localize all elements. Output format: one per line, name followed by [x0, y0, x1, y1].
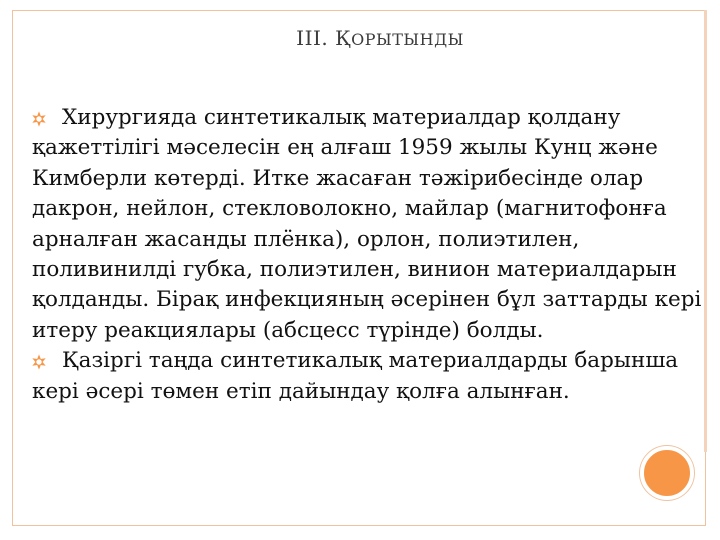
title-rest: ОРЫТЫНДЫ — [351, 30, 464, 49]
decorative-orange-circle — [640, 446, 694, 500]
right-accent-bar — [704, 10, 707, 452]
slide-title — [0, 26, 720, 50]
bullet-text: Хирургияда синтетикалық материалдар қолдану қажеттілігі мәселесін ең алғаш 1959 жылы Кунц және Кимберли көтерді. Итке жасаған тәжірибесінде олар дакрон, нейлон, стекловолокно, майлар (магнитофонға арналған жасанды плёнка), орлон, полиэтилен, поливинилді губка, полиэтилен, винион материалдарын қолданды. Бірақ инфекцияның әсерінен бұл заттарды кері итеру реакциялары (абсцесс түрінде) болды. — [32, 105, 702, 343]
bullet-item — [32, 346, 704, 407]
bullet-star-icon — [30, 110, 48, 128]
bullet-star-icon — [30, 353, 48, 371]
title-prefix: III. Қ — [296, 26, 352, 50]
bullet-item — [32, 103, 704, 346]
bullet-text: Қазіргі таңда синтетикалық материалдарды барынша кері әсері төмен етіп дайындау қолға алынған. — [32, 348, 679, 404]
slide-content — [32, 103, 704, 407]
